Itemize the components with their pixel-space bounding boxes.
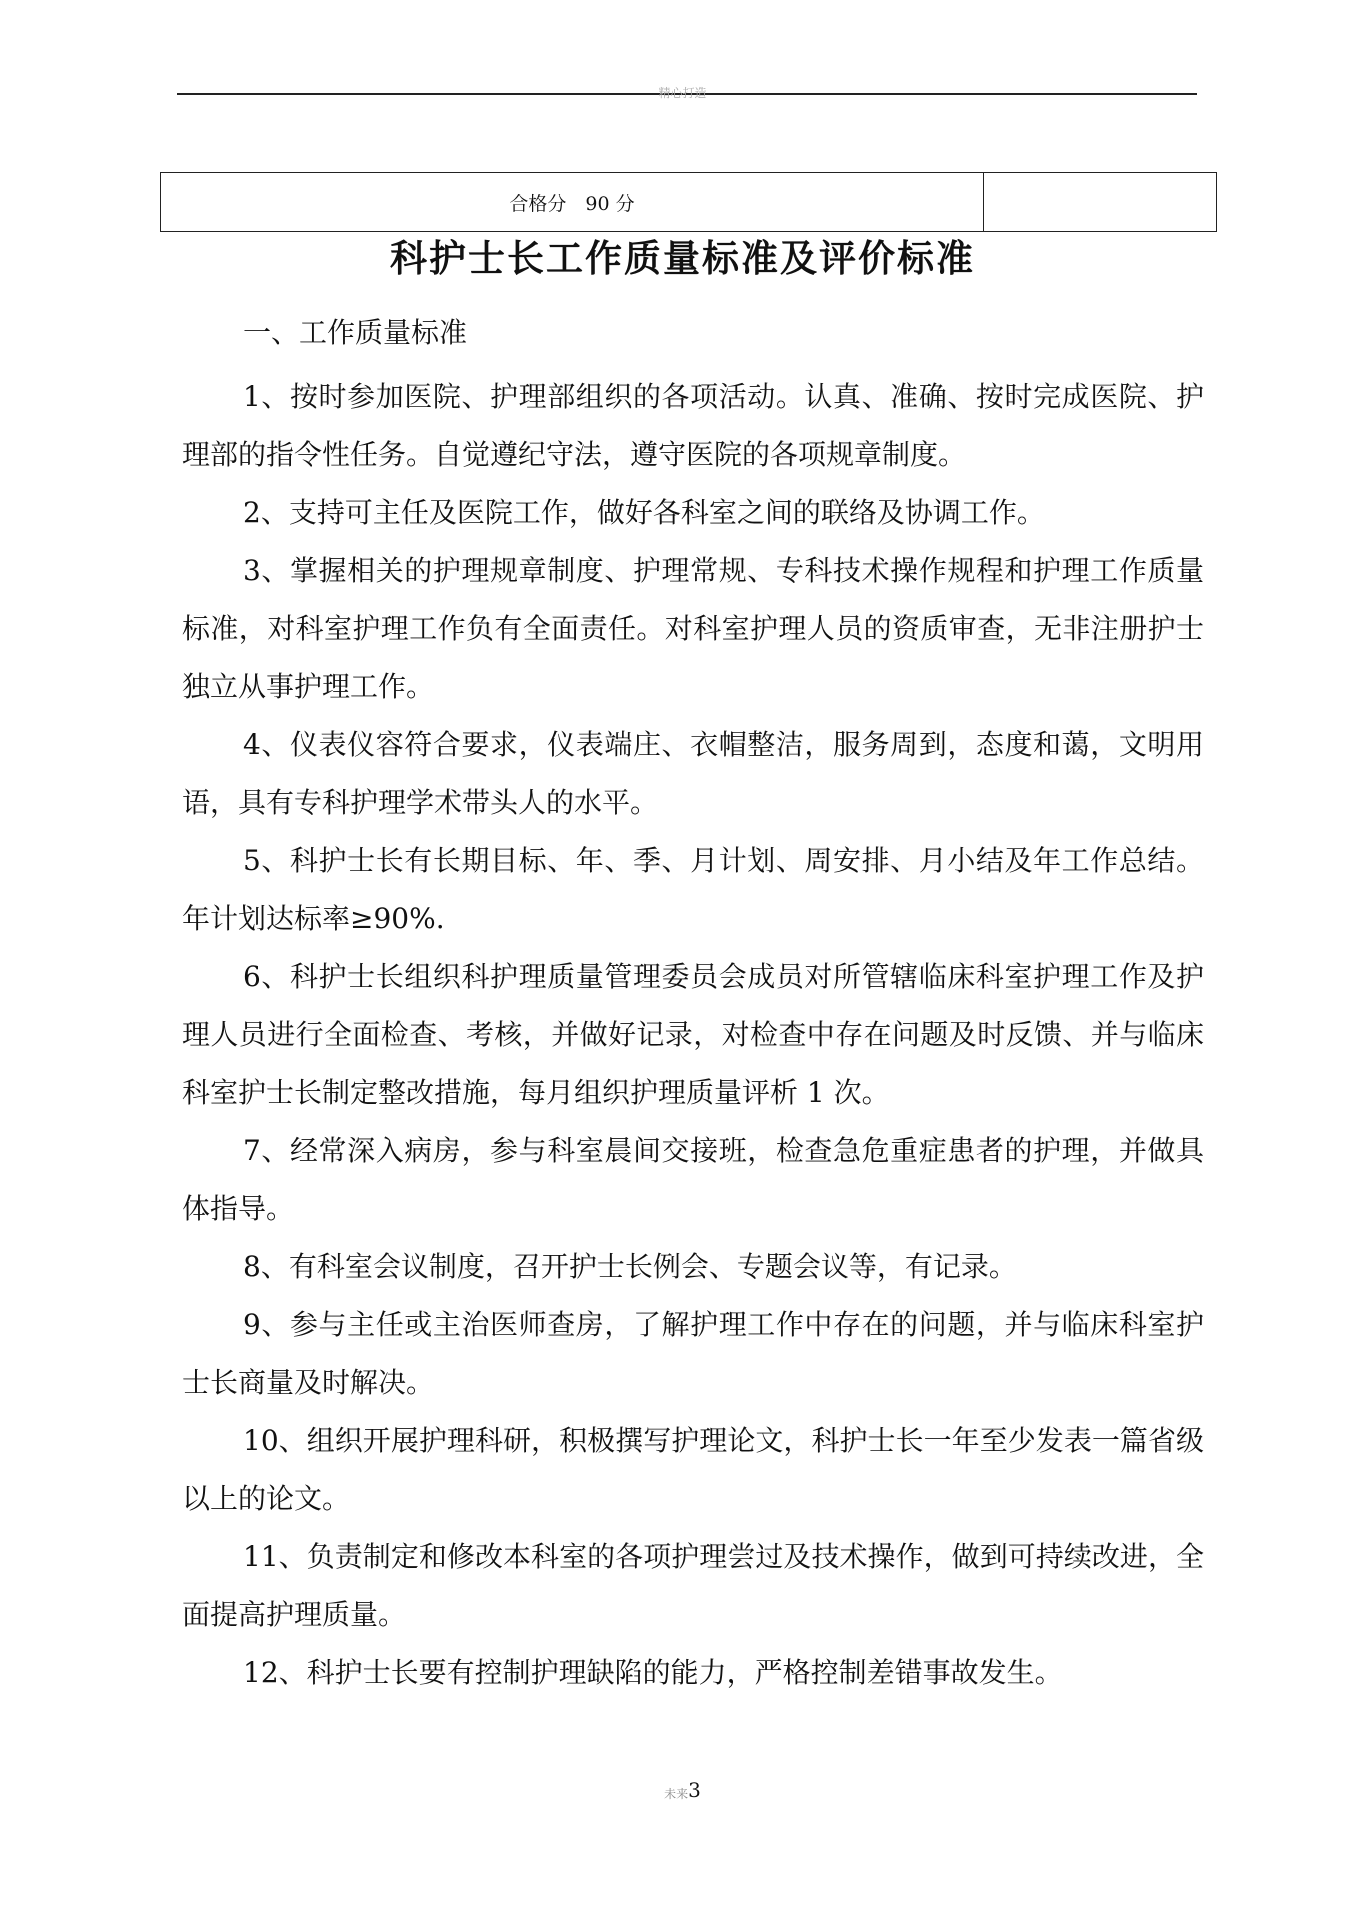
list-item: 6、科护士长组织科护理质量管理委员会成员对所管辖临床科室护理工作及护理人员进行全面检查、考核，并做好记录，对检查中存在问题及时反馈、并与临床科室护士长制定整改措施，每月组织护理质量评析 1 次。 [182,960,1204,1109]
score-value-cell [984,173,1216,231]
list-item: 2、支持可主任及医院工作，做好各科室之间的联络及协调工作。 [243,496,1045,529]
score-label-cell: 合格分 90 分 [161,173,984,231]
score-table [160,172,1217,232]
list-item: 11、负责制定和修改本科室的各项护理尝过及技术操作，做到可持续改进，全面提高护理质量。 [182,1540,1204,1631]
list-item: 5、科护士长有长期目标、年、季、月计划、周安排、月小结及年工作总结。年计划达标率≥90%. [182,844,1204,935]
list-item: 10、组织开展护理科研，积极撰写护理论文，科护士长一年至少发表一篇省级以上的论文。 [182,1424,1204,1515]
footer-mark: 未来 [664,1787,689,1801]
document-body [182,368,1204,1702]
list-item: 4、仪表仪容符合要求，仪表端庄、衣帽整洁，服务周到，态度和蔼，文明用语，具有专科护理学术带头人的水平。 [182,728,1204,819]
section-heading: 一、工作质量标准 [243,316,468,349]
list-item: 3、掌握相关的护理规章制度、护理常规、专科技术操作规程和护理工作质量标准，对科室护理工作负有全面责任。对科室护理人员的资质审查，无非注册护士独立从事护理工作。 [182,554,1204,703]
page-footer [0,1778,1365,1802]
list-item: 1、按时参加医院、护理部组织的各项活动。认真、准确、按时完成医院、护理部的指令性任务。自觉遵纪守法，遵守医院的各项规章制度。 [182,380,1204,471]
document-title: 科护士长工作质量标准及评价标准 [390,236,975,280]
header-watermark: 精心打造 [658,86,707,100]
list-item: 7、经常深入病房，参与科室晨间交接班，检查急危重症患者的护理，并做具体指导。 [182,1134,1204,1225]
list-item: 9、参与主任或主治医师查房，了解护理工作中存在的问题，并与临床科室护士长商量及时解决。 [182,1308,1204,1399]
page-number: 3 [688,1778,701,1802]
list-item: 8、有科室会议制度，召开护士长例会、专题会议等，有记录。 [243,1250,1017,1283]
list-item: 12、科护士长要有控制护理缺陷的能力，严格控制差错事故发生。 [243,1656,1063,1689]
